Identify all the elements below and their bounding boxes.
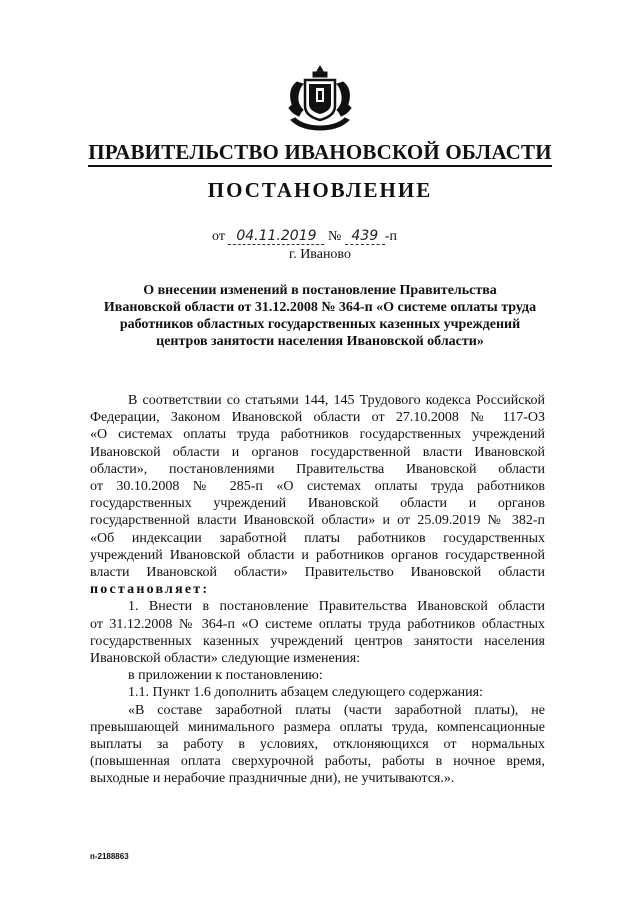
footer-code: п-2188863 [90,852,129,861]
body-line: от 30.10.2008 № 285-п «О системах оплаты труда работников [90,479,545,495]
handwritten-date: 04.11.2019 [228,228,324,245]
body-line: превышающей минимального размера оплаты труда, компенсационные [90,719,545,735]
resolves-word: постановляет: [90,582,210,598]
body-line: государственных казенных учреждений центров занятости населения [90,633,545,649]
city: г. Иваново [289,247,351,262]
date-prefix: от [212,229,225,244]
number-suffix: -п [384,229,397,244]
body-line: (повышенная оплата сверхурочной работы, работы в ночное время, [90,754,545,770]
number-prefix: № [327,229,342,244]
title-line: работников областных государственных казенных учреждений [119,317,521,332]
handwritten-number: 439 [345,228,385,245]
body-line: от 31.12.2008 № 364-п «О системе оплаты труда работников областных [90,616,545,632]
coat-of-arms-icon [283,64,357,134]
body-line: Ивановской области и органов государственной власти Ивановской [90,444,545,460]
body-line: Ивановской области» следующие изменения: [90,651,361,667]
body-line: области», постановлениями Правительства Ивановской области [90,461,545,477]
body-line: Федерации, Законом Ивановской области от 27.10.2008 № 117-ОЗ [90,410,545,426]
body-line: государственной власти Ивановской области» и от 25.09.2019 № 382-п [90,513,545,529]
body-line: В соответствии со статьями 144, 145 Трудового кодекса Российской [128,393,545,408]
body-line: «О системах оплаты труда работников государственных учреждений [90,427,545,443]
title-line: центров занятости населения Ивановской области» [156,334,484,349]
body-line: 1.1. Пункт 1.6 дополнить абзацем следующего содержания: [128,685,483,701]
body-line: выплаты за работу в условиях, отклоняющихся от нормальных [90,737,545,753]
body-line: «Об индексации заработной платы работников государственных [90,530,545,546]
body-line: государственных учреждений Ивановской области и органов [90,496,545,512]
body-line: выходные и нерабочие праздничные дни), не учитываются.». [90,771,455,787]
body-line: 1. Внести в постановление Правительства Ивановской области [128,599,545,615]
body-line: в приложении к постановлению: [128,668,323,684]
title-line: О внесении изменений в постановление Правительства [143,283,497,298]
title-line: Ивановской области от 31.12.2008 № 364-п «О системе оплаты труда [103,300,537,315]
organization-title: ПРАВИТЕЛЬСТВО ИВАНОВСКОЙ ОБЛАСТИ [0,140,640,165]
document-title [80,282,560,350]
document-body [90,392,545,788]
body-line: «В составе заработной платы (части заработной платы), не [128,702,545,718]
body-line: учреждений Ивановской области и работников органов государственной [90,547,545,563]
document-type: ПОСТАНОВЛЕНИЕ [207,178,433,202]
body-line: власти Ивановской области» Правительство Ивановской области [90,565,545,581]
date-number-line [212,228,397,245]
